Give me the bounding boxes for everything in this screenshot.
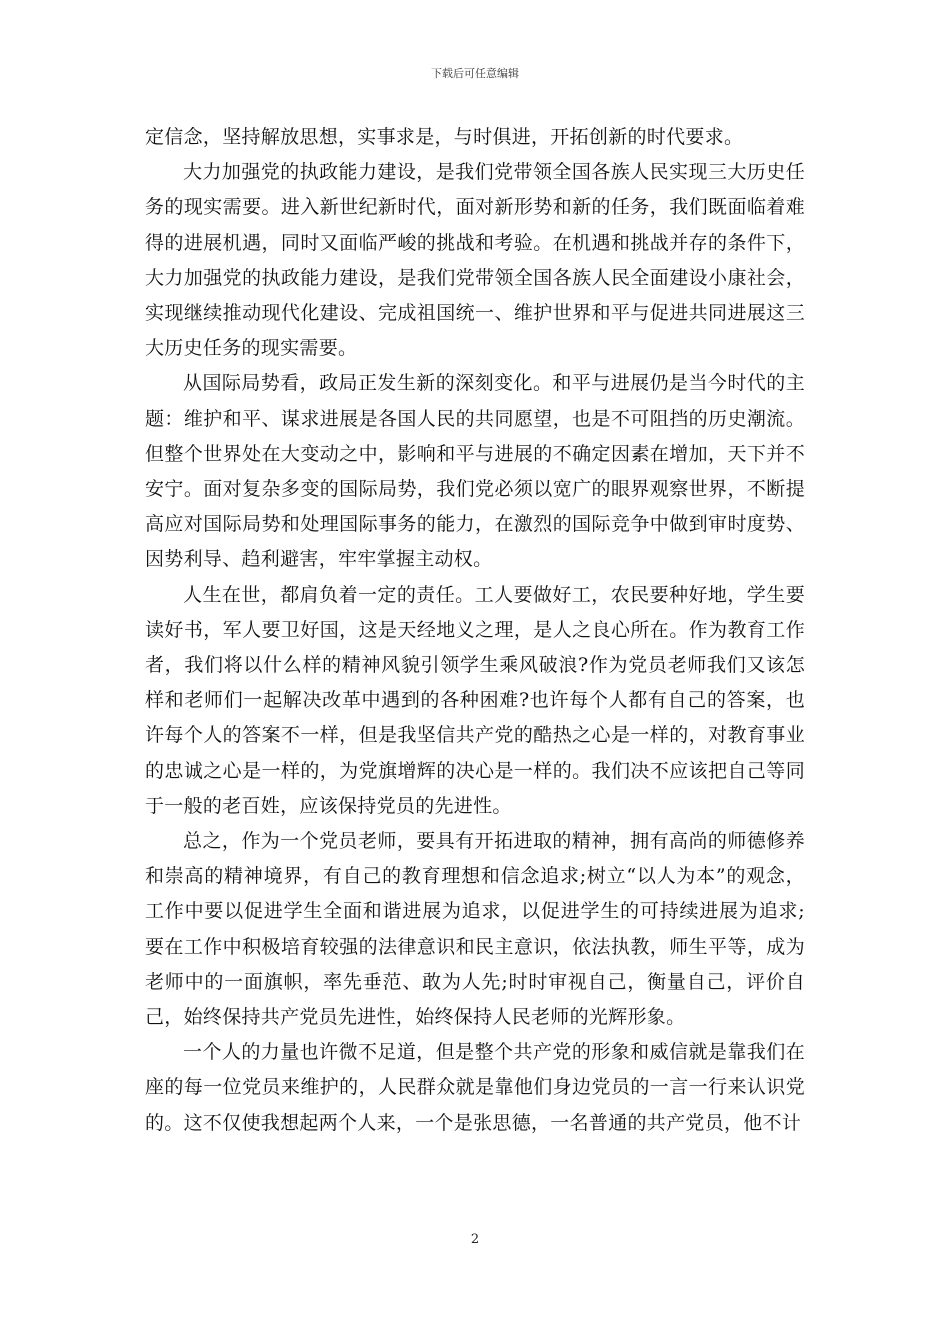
paragraph-responsibility: 人生在世，都肩负着一定的责任。工人要做好工，农民要种好地，学生要读好书，军人要卫好国，这是天经地义之理，是人之良心所在。作为教育工作者，我们将以什么样的精神风貌引领学生乘风破浪?作为党员老师我们又该怎样和老师们一起解决改革中遇到的各种困难?也许每个人都有自己的答案，也许每个人的答案不一样，但是我坚信共产党的酷热之心是一样的，对教育事业的忠诚之心是一样的，为党旗增辉的决心是一样的。我们决不应该把自己等同于一般的老百姓，应该保持党员的先进性。 bbox=[145, 583, 805, 817]
paragraph-conclusion: 总之，作为一个党员老师，要具有开拓进取的精神，拥有高尚的师德修养和崇高的精神境界，有自己的教育理想和信念追求;树立“以人为本”的观念，工作中要以促进学生全面和谐进展为追求，以促进学生的可持续进展为追求;要在工作中积极培育较强的法律意识和民主意识，依法执教，师生平等，成为老师中的一面旗帜，率先垂范、敢为人先;时时审视自己，衡量自己，评价自己，始终保持共产党员先进性，始终保持人民老师的光辉形象。 bbox=[145, 830, 805, 1029]
document-body bbox=[145, 120, 805, 1141]
paragraph-international-situation: 从国际局势看，政局正发生新的深刻变化。和平与进展仍是当今时代的主题：维护和平、谋求进展是各国人民的共同愿望，也是不可阻挡的历史潮流。但整个世界处在大变动之中，影响和平与进展的不确定因素在增加，天下并不安宁。面对复杂多变的国际局势，我们党必须以宽广的眼界观察世界，不断提高应对国际局势和处理国际事务的能力，在激烈的国际竞争中做到审时度势、因势利导、趋利避害，牢牢掌握主动权。 bbox=[145, 372, 805, 571]
page-number: 2 bbox=[470, 1232, 480, 1247]
paragraph-individual-strength: 一个人的力量也许微不足道，但是整个共产党的形象和威信就是靠我们在座的每一位党员来维护的，人民群众就是靠他们身边党员的一言一行来认识党的。这不仅使我想起两个人来，一个是张思德，一名普通的共产党员，他不计 bbox=[145, 1041, 805, 1134]
page-header: 下载后可任意编辑 bbox=[431, 67, 519, 80]
paragraph-governance-capacity: 大力加强党的执政能力建设，是我们党带领全国各族人民实现三大历史任务的现实需要。进入新世纪新时代，面对新形势和新的任务，我们既面临着难得的进展机遇，同时又面临严峻的挑战和考验。在机遇和挑战并存的条件下，大力加强党的执政能力建设，是我们党带领全国各族人民全面建设小康社会，实现继续推动现代化建设、完成祖国统一、维护世界和平与促进共同进展这三大历史任务的现实需要。 bbox=[145, 161, 805, 360]
paragraph-continuation: 定信念，坚持解放思想，实事求是，与时俱进，开拓创新的时代要求。 bbox=[145, 126, 744, 148]
